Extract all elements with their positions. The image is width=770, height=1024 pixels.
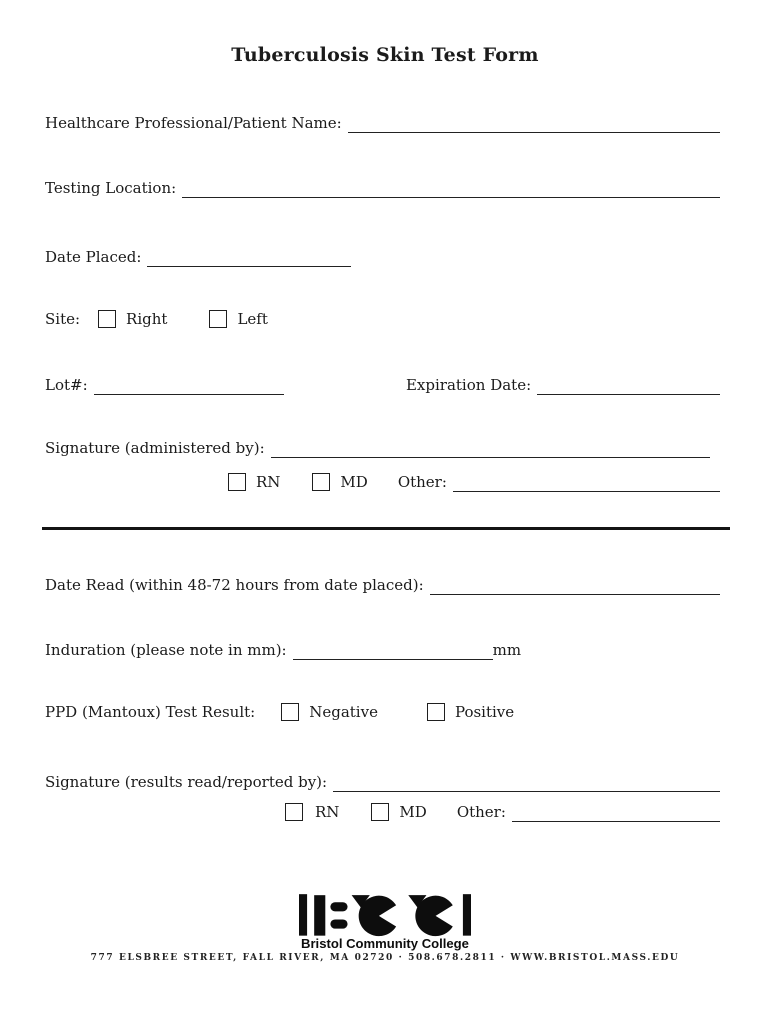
site-label: Site: [45,310,81,329]
result-negative-label: Negative [309,703,378,722]
result-positive-label: Positive [454,703,515,722]
reader-rn-label: RN [315,803,340,822]
reader-other-input[interactable] [512,800,720,822]
site-left-label: Left [237,310,268,329]
patient-name-input[interactable] [348,111,720,133]
admin-signature-row [45,436,710,458]
admin-other-label: Other: [397,473,447,492]
reader-other-label: Other: [456,803,506,822]
reader-rn-checkbox[interactable] [285,803,303,821]
expiration-date-label: Expiration Date: [405,376,532,395]
result-positive-checkbox[interactable] [427,703,445,721]
testing-location-label: Testing Location: [45,179,177,198]
induration-unit-label: mm [492,641,522,660]
admin-rn-checkbox[interactable] [228,473,246,491]
testing-location-input[interactable] [182,176,720,198]
date-read-label: Date Read (within 48-72 hours from date placed): [45,576,424,595]
site-right-checkbox[interactable] [98,310,116,328]
footer-address: 777 ELSBREE STREET, FALL RIVER, MA 02720 · 508.678.2811 · WWW.BRISTOL.MASS.EDU [90,953,680,963]
lot-expiration-row [45,373,720,395]
lot-number-label: Lot#: [45,376,88,395]
bcc-logo-graphic [299,894,471,952]
reader-signature-label: Signature (results read/reported by): [45,773,328,792]
form-title: Tuberculosis Skin Test Form [231,44,539,66]
admin-rn-label: RN [256,473,281,492]
patient-name-row [45,111,720,133]
date-placed-label: Date Placed: [45,248,142,267]
lot-number-input[interactable] [94,373,284,395]
result-negative-checkbox[interactable] [281,703,299,721]
admin-md-label: MD [340,473,368,492]
admin-signature-input[interactable] [271,436,710,458]
admin-credentials-row [45,470,720,492]
date-placed-row [45,245,720,267]
ppd-result-row [45,703,720,722]
reader-signature-row [45,770,720,792]
induration-input[interactable] [293,638,493,660]
site-row [45,310,720,329]
admin-md-checkbox[interactable] [312,473,330,491]
admin-signature-label: Signature (administered by): [45,439,265,458]
reader-signature-input[interactable] [333,770,720,792]
site-right-label: Right [126,310,168,329]
admin-other-input[interactable] [453,470,720,492]
expiration-date-input[interactable] [537,373,720,395]
bcc-logo [299,894,471,956]
section-divider [42,527,730,530]
site-left-checkbox[interactable] [209,310,227,328]
reader-md-label: MD [399,803,427,822]
reader-credentials-row [45,800,720,822]
bcc-logo-name: Bristol Community College [301,936,469,951]
date-read-row [45,573,720,595]
patient-name-label: Healthcare Professional/Patient Name: [45,114,342,133]
induration-label: Induration (please note in mm): [45,641,287,660]
induration-row [45,638,720,660]
reader-md-checkbox[interactable] [371,803,389,821]
ppd-result-label: PPD (Mantoux) Test Result: [45,703,256,722]
date-read-input[interactable] [430,573,720,595]
testing-location-row [45,176,720,198]
date-placed-input[interactable] [147,245,351,267]
